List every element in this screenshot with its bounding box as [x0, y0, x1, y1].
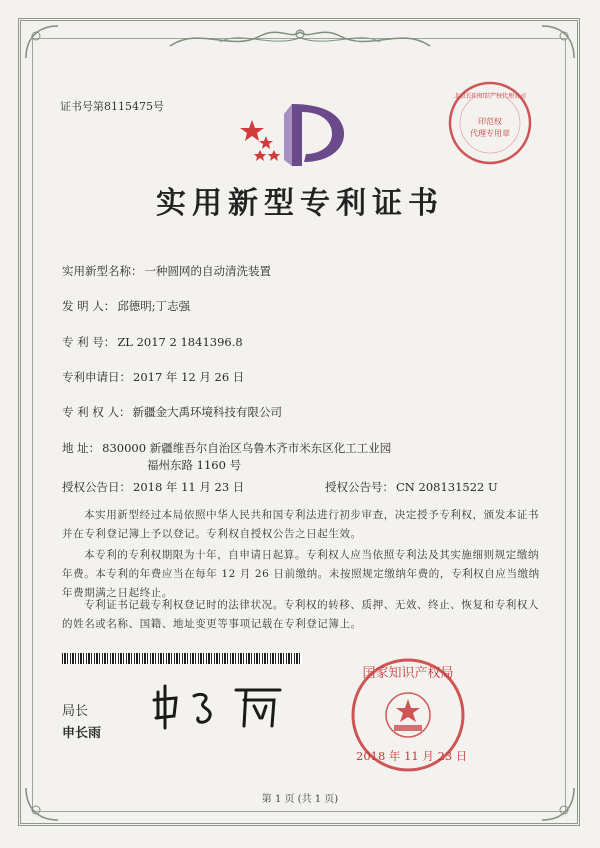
value-filing-date: 2017 年 12 月 26 日: [133, 370, 245, 384]
corner-ornament-tr: [538, 22, 578, 62]
label-patentee: 专 利 权 人：: [62, 405, 131, 419]
field-address: [62, 440, 391, 456]
seal-date: 2018 年 11 月 23 日: [356, 749, 468, 763]
label-inventor: 发 明 人：: [62, 299, 116, 313]
value-name: 一种圆网的自动清洗装置: [144, 264, 271, 278]
value-announce-number: CN 208131522 U: [396, 480, 498, 494]
patent-office-logo-icon: [240, 100, 350, 170]
paragraph-term: 本专利的专利权期限为十年，自申请日起算。专利权人应当依照专利法及其实施细则规定缴纳年费。本专利的年费应当在每年 12 月 26 日前缴纳。未按照规定缴纳年费的，专利权自应当缴纳年费期满之日起终止。: [62, 549, 540, 599]
agency-seal-icon: [445, 78, 535, 168]
field-inventor: [62, 298, 190, 314]
director-signature: [150, 682, 300, 732]
corner-ornament-tl: [22, 22, 62, 62]
field-announce-number: [325, 479, 498, 495]
paragraph-grant: 本实用新型经过本局依照中华人民共和国专利法进行初步审查，决定授予专利权，颁发本证书并在专利登记簿上予以登记。专利权自授权公告之日起生效。: [62, 509, 540, 540]
field-announce-date: [62, 479, 244, 495]
value-address-line2: 福州东路 1160 号: [147, 458, 242, 472]
field-patentee: [62, 404, 282, 420]
label-filing-date: 专利申请日：: [62, 370, 131, 384]
agency-seal-line2: 代理专用章: [470, 129, 510, 138]
value-patentee: 新疆金大禹环境科技有限公司: [132, 405, 282, 419]
value-patent-number: ZL 2017 2 1841396.8: [117, 335, 243, 349]
label-address: 地 址：: [62, 441, 101, 455]
agency-seal-ring-text: 北京长阳知识产权代理公司: [453, 93, 527, 100]
value-address-line1: 830000 新疆维吾尔自治区乌鲁木齐市米东区化工工业园: [102, 441, 392, 455]
director-title: 局长: [62, 704, 89, 719]
director-name: 申长雨: [62, 726, 102, 741]
field-patent-number: [62, 334, 243, 350]
field-utility-model-name: [62, 263, 271, 279]
cnipa-seal-ring-text: 国家知识产权局: [362, 666, 454, 681]
agency-seal-line1: 印范权: [478, 117, 502, 126]
page-title: 实用新型专利证书: [156, 186, 444, 221]
field-address-cont: [145, 457, 241, 473]
label-announce-number: 授权公告号：: [325, 480, 394, 494]
label-name: 实用新型名称：: [62, 264, 143, 278]
top-ornament: [160, 22, 440, 56]
value-announce-date: 2018 年 11 月 23 日: [133, 480, 245, 494]
barcode: [62, 653, 302, 664]
certificate-number: 证书号第8115475号: [60, 100, 164, 113]
label-patent-number: 专 利 号：: [62, 335, 116, 349]
field-filing-date: [62, 369, 244, 385]
paragraph-legal-status: 专利证书记载专利权登记时的法律状况。专利权的转移、质押、无效、终止、恢复和专利权人的姓名或名称、国籍、地址变更等事项记载在专利登记簿上。: [62, 599, 540, 630]
value-inventor: 邱德明;丁志强: [117, 299, 191, 313]
page-number: 第 1 页 (共 1 页): [261, 794, 339, 805]
label-announce-date: 授权公告日：: [62, 480, 131, 494]
